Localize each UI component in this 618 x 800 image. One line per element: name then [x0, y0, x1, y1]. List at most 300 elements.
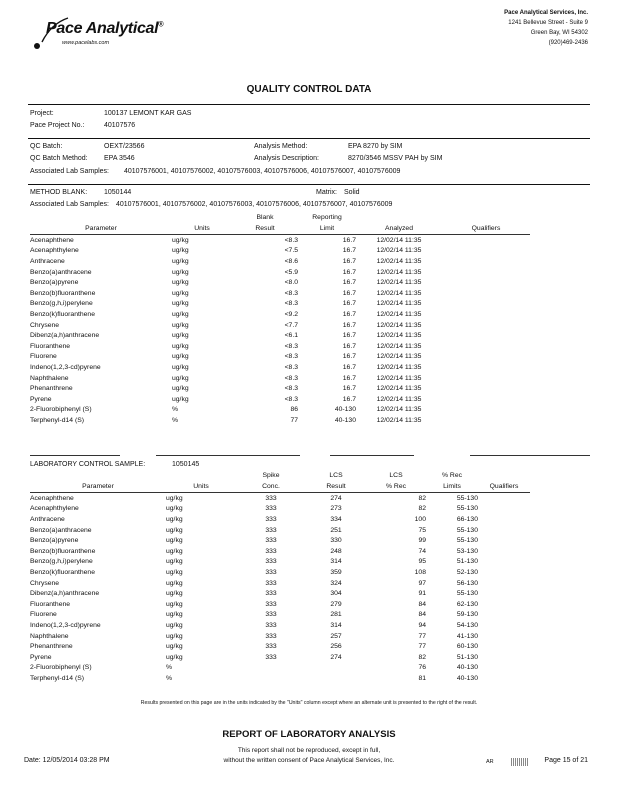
cell-units: ug/kg: [172, 310, 189, 318]
cell-units: ug/kg: [172, 332, 189, 340]
cell-parameter: Benzo(k)fluoranthene: [30, 568, 95, 576]
col-head-limits: Limits: [426, 481, 478, 493]
cell-result: <8.0: [284, 279, 298, 287]
cell-units: ug/kg: [166, 547, 183, 555]
cell-result: <8.3: [284, 236, 298, 244]
qc-batch-value: OEXT/23566: [104, 143, 145, 150]
cell-limits: 60-130: [456, 643, 478, 651]
cell-qualifiers: [442, 415, 530, 426]
col-head-limit: Limit: [298, 223, 356, 235]
col-head-result: Result: [306, 481, 366, 493]
cell-qualifiers: [478, 525, 530, 536]
cell-parameter: Benzo(a)pyrene: [30, 537, 79, 545]
cell-result: <9.2: [284, 310, 298, 318]
reviewer-initials: AR: [486, 759, 494, 765]
table-row: [30, 277, 530, 288]
project-value: 100137 LEMONT KAR GAS: [104, 110, 192, 117]
cell-limit: 16.7: [342, 342, 356, 350]
cell-rec: 94: [418, 621, 426, 629]
cell-units: ug/kg: [166, 611, 183, 619]
cell-parameter: Benzo(a)anthracene: [30, 268, 92, 276]
table-row: [30, 641, 530, 652]
qc-batch-label: QC Batch:: [30, 143, 63, 150]
cell-limit: 16.7: [342, 289, 356, 297]
cell-qualifiers: [478, 673, 530, 684]
cell-analyzed: 12/02/14 11:35: [376, 268, 422, 276]
divider: [28, 184, 590, 185]
cell-conc: 333: [265, 558, 277, 566]
table-row: [30, 267, 530, 278]
cell-qualifiers: [478, 620, 530, 631]
divider: [28, 138, 590, 139]
cell-limit: 16.7: [342, 385, 356, 393]
cell-rec: 81: [418, 674, 426, 682]
cell-units: ug/kg: [166, 515, 183, 523]
matrix-value: Solid: [344, 189, 360, 196]
cell-result: <8.3: [284, 342, 298, 350]
cell-qualifiers: [478, 493, 530, 504]
cell-qualifiers: [478, 599, 530, 610]
cell-qualifiers: [442, 352, 530, 363]
cell-qualifiers: [442, 320, 530, 331]
cell-qualifiers: [478, 546, 530, 557]
cell-analyzed: 12/02/14 11:35: [376, 247, 422, 255]
cell-result: 359: [330, 568, 342, 576]
cell-result: <8.3: [284, 300, 298, 308]
cell-result: <7.5: [284, 247, 298, 255]
cell-units: ug/kg: [166, 600, 183, 608]
cell-parameter: Terphenyl-d14 (S): [30, 674, 85, 682]
cell-qualifiers: [442, 362, 530, 373]
cell-limits: 52-130: [456, 568, 478, 576]
cell-rec: 100: [414, 515, 426, 523]
table-row: [30, 631, 530, 642]
col-head-qualifiers: Qualifiers: [442, 223, 530, 235]
cell-units: ug/kg: [172, 342, 189, 350]
cell-units: %: [166, 664, 173, 672]
table-row: [30, 246, 530, 257]
cell-rec: 75: [418, 526, 426, 534]
cell-conc: 333: [265, 515, 277, 523]
table-row: [30, 405, 530, 416]
table-row: [30, 493, 530, 504]
table-row: [30, 663, 530, 674]
cell-rec: 99: [418, 537, 426, 545]
cell-units: ug/kg: [172, 321, 189, 329]
cell-analyzed: 12/02/14 11:35: [376, 353, 422, 361]
cell-rec: 77: [418, 643, 426, 651]
cell-rec: 84: [418, 600, 426, 608]
page-number: Page 15 of 21: [544, 757, 588, 764]
cell-analyzed: 12/02/14 11:35: [376, 236, 422, 244]
cell-conc: 333: [265, 494, 277, 502]
cell-qualifiers: [442, 405, 530, 416]
cell-conc: 333: [265, 526, 277, 534]
cell-result: 279: [330, 600, 342, 608]
pace-project-value: 40107576: [104, 122, 136, 129]
qc-method-label: QC Batch Method:: [30, 155, 88, 162]
report-date: Date: 12/05/2014 03:28 PM: [24, 757, 110, 764]
cell-parameter: Benzo(b)fluoranthene: [30, 547, 96, 555]
cell-units: ug/kg: [166, 494, 183, 502]
cell-rec: 77: [418, 632, 426, 640]
cell-conc: 333: [265, 632, 277, 640]
cell-parameter: Fluoranthene: [30, 342, 71, 350]
cell-units: %: [166, 674, 173, 682]
cell-units: ug/kg: [166, 537, 183, 545]
cell-limits: 53-130: [456, 547, 478, 555]
cell-limits: 56-130: [456, 579, 478, 587]
cell-limits: 62-130: [456, 600, 478, 608]
cell-result: <5.9: [284, 268, 298, 276]
cell-parameter: Dibenz(a,h)anthracene: [30, 590, 100, 598]
col-head-qualifiers: Qualifiers: [478, 481, 530, 493]
cell-limit: 40-130: [334, 416, 356, 424]
cell-qualifiers: [442, 267, 530, 278]
associated-samples-label: Associated Lab Samples:: [30, 168, 109, 175]
divider: [156, 455, 300, 456]
blank-associated-label: Associated Lab Samples:: [30, 201, 109, 208]
pace-project-label: Pace Project No.:: [30, 122, 85, 129]
table-row: [30, 415, 530, 426]
cell-qualifiers: [478, 578, 530, 589]
col-head-result: Result: [232, 223, 298, 235]
cell-analyzed: 12/02/14 11:35: [376, 257, 422, 265]
cell-limits: 55-130: [456, 494, 478, 502]
table-row: [30, 309, 530, 320]
cell-parameter: Terphenyl-d14 (S): [30, 416, 85, 424]
col-head-analyzed: Analyzed: [356, 223, 442, 235]
cell-parameter: Benzo(b)fluoranthene: [30, 289, 96, 297]
cell-parameter: Naphthalene: [30, 374, 69, 382]
table-row: [30, 557, 530, 568]
cell-conc: 333: [265, 537, 277, 545]
lcs-label: LABORATORY CONTROL SAMPLE:: [30, 461, 146, 468]
company-name: Pace Analytical Services, Inc.: [504, 10, 588, 16]
table-row: [30, 383, 530, 394]
divider: [28, 104, 590, 105]
cell-qualifiers: [478, 535, 530, 546]
cell-analyzed: 12/02/14 11:35: [376, 385, 422, 393]
cell-limits: 59-130: [456, 611, 478, 619]
cell-units: ug/kg: [172, 353, 189, 361]
cell-result: 274: [330, 494, 342, 502]
cell-conc: [236, 673, 306, 684]
col-head-lcs: LCS: [329, 472, 343, 479]
cell-result: <8.3: [284, 353, 298, 361]
cell-parameter: 2-Fluorobiphenyl (S): [30, 406, 92, 414]
cell-result: 248: [330, 547, 342, 555]
table-row: [30, 578, 530, 589]
address-line-1: 1241 Bellevue Street - Suite 9: [508, 20, 588, 26]
cell-result: 324: [330, 579, 342, 587]
cell-parameter: Acenaphthylene: [30, 505, 79, 513]
table-row: [30, 588, 530, 599]
cell-result: 274: [330, 653, 342, 661]
col-head-rec: % Rec: [441, 472, 463, 479]
cell-qualifiers: [478, 504, 530, 515]
cell-parameter: Benzo(g,h,i)perylene: [30, 300, 93, 308]
cell-limit: 16.7: [342, 363, 356, 371]
table-row: [30, 299, 530, 310]
cell-parameter: Benzo(a)pyrene: [30, 279, 79, 287]
cell-parameter: Acenaphthene: [30, 236, 74, 244]
cell-units: ug/kg: [172, 247, 189, 255]
cell-rec: 74: [418, 547, 426, 555]
cell-analyzed: 12/02/14 11:35: [376, 332, 422, 340]
cell-limit: 16.7: [342, 300, 356, 308]
cell-qualifiers: [442, 246, 530, 257]
cell-units: ug/kg: [172, 289, 189, 297]
table-row: [30, 525, 530, 536]
col-head-percent-rec: % Rec: [366, 481, 426, 493]
cell-qualifiers: [442, 373, 530, 384]
cell-result: 281: [330, 611, 342, 619]
cell-parameter: Benzo(g,h,i)perylene: [30, 558, 93, 566]
col-head-reporting: Reporting: [312, 214, 342, 221]
cell-result: 273: [330, 505, 342, 513]
table-row: [30, 610, 530, 621]
associated-samples-value: 40107576001, 40107576002, 40107576003, 40107576006, 40107576007, 40107576009: [124, 168, 401, 175]
table-row: [30, 673, 530, 684]
cell-result: <8.3: [284, 374, 298, 382]
cell-units: ug/kg: [166, 568, 183, 576]
col-head-blank: Blank: [256, 214, 274, 221]
cell-limits: 40-130: [456, 664, 478, 672]
cell-rec: 108: [414, 568, 426, 576]
cell-result: 256: [330, 643, 342, 651]
cell-result: 257: [330, 632, 342, 640]
cell-units: ug/kg: [166, 632, 183, 640]
cell-units: ug/kg: [172, 363, 189, 371]
cell-conc: 333: [265, 590, 277, 598]
cell-rec: 95: [418, 558, 426, 566]
cell-parameter: Benzo(a)anthracene: [30, 526, 92, 534]
cell-conc: 333: [265, 600, 277, 608]
cell-result: 77: [290, 416, 298, 424]
cell-parameter: Dibenz(a,h)anthracene: [30, 332, 100, 340]
analysis-description-label: Analysis Description:: [254, 155, 319, 162]
cell-qualifiers: [478, 567, 530, 578]
cell-units: ug/kg: [172, 374, 189, 382]
cell-qualifiers: [442, 256, 530, 267]
cell-result: <8.3: [284, 363, 298, 371]
cell-units: ug/kg: [166, 653, 183, 661]
cell-analyzed: 12/02/14 11:35: [376, 300, 422, 308]
cell-result: <8.3: [284, 395, 298, 403]
analysis-method-label: Analysis Method:: [254, 143, 308, 150]
cell-limits: 51-130: [456, 558, 478, 566]
cell-rec: 97: [418, 579, 426, 587]
cell-analyzed: 12/02/14 11:35: [376, 321, 422, 329]
report-title: REPORT OF LABORATORY ANALYSIS: [222, 729, 396, 740]
table-row: [30, 256, 530, 267]
col-head-units: Units: [172, 223, 232, 235]
logo-text: Pace Analytical®: [46, 20, 164, 37]
table-row: [30, 352, 530, 363]
table-row: [30, 288, 530, 299]
cell-units: ug/kg: [172, 257, 189, 265]
cell-limits: 55-130: [456, 590, 478, 598]
cell-parameter: Anthracene: [30, 257, 65, 265]
cell-qualifiers: [478, 652, 530, 663]
cell-parameter: Anthracene: [30, 515, 65, 523]
cell-parameter: Phenanthrene: [30, 643, 73, 651]
cell-rec: 91: [418, 590, 426, 598]
cell-result: <8.6: [284, 257, 298, 265]
cell-conc: 333: [265, 621, 277, 629]
table-row: [30, 341, 530, 352]
cell-parameter: Pyrene: [30, 395, 52, 403]
cell-qualifiers: [478, 514, 530, 525]
cell-conc: 333: [265, 505, 277, 513]
cell-qualifiers: [442, 394, 530, 405]
cell-units: ug/kg: [166, 505, 183, 513]
cell-qualifiers: [442, 235, 530, 246]
cell-limit: 16.7: [342, 395, 356, 403]
table-row: [30, 373, 530, 384]
cell-limits: 54-130: [456, 621, 478, 629]
col-head-spike: Spike: [262, 472, 280, 479]
cell-conc: 333: [265, 568, 277, 576]
cell-parameter: Fluorene: [30, 353, 57, 361]
cell-parameter: Chrysene: [30, 579, 60, 587]
table-row: [30, 652, 530, 663]
lcs-id: 1050145: [172, 461, 200, 468]
cell-qualifiers: [442, 299, 530, 310]
cell-units: ug/kg: [166, 643, 183, 651]
cell-units: ug/kg: [166, 590, 183, 598]
cell-limit: 16.7: [342, 374, 356, 382]
page-title: QUALITY CONTROL DATA: [246, 84, 372, 95]
cell-rec: 82: [418, 505, 426, 513]
cell-analyzed: 12/02/14 11:35: [376, 342, 422, 350]
cell-limit: 16.7: [342, 257, 356, 265]
cell-analyzed: 12/02/14 11:35: [376, 279, 422, 287]
cell-conc: 333: [265, 611, 277, 619]
barcode-stamp: [511, 758, 529, 766]
cell-rec: 76: [418, 664, 426, 672]
cell-qualifiers: [478, 557, 530, 568]
cell-limits: 55-130: [456, 505, 478, 513]
cell-units: ug/kg: [172, 385, 189, 393]
cell-analyzed: 12/02/14 11:35: [376, 363, 422, 371]
cell-qualifiers: [442, 277, 530, 288]
cell-result: 330: [330, 537, 342, 545]
cell-qualifiers: [478, 631, 530, 642]
cell-limits: 40-130: [456, 674, 478, 682]
cell-limit: 40-130: [334, 406, 356, 414]
cell-parameter: 2-Fluorobiphenyl (S): [30, 664, 92, 672]
logo-url: www.pacelabs.com: [62, 40, 110, 46]
col-head-parameter: Parameter: [30, 481, 166, 493]
cell-units: ug/kg: [166, 621, 183, 629]
cell-result: 86: [290, 406, 298, 414]
cell-parameter: Fluorene: [30, 611, 57, 619]
cell-analyzed: 12/02/14 11:35: [376, 395, 422, 403]
lcs-table: [30, 470, 530, 684]
cell-result: [306, 663, 366, 674]
method-blank-id: 1050144: [104, 189, 132, 196]
cell-result: <8.3: [284, 289, 298, 297]
cell-parameter: Pyrene: [30, 653, 52, 661]
cell-analyzed: 12/02/14 11:35: [376, 416, 422, 424]
cell-units: ug/kg: [172, 236, 189, 244]
cell-analyzed: 12/02/14 11:35: [376, 374, 422, 382]
cell-conc: 333: [265, 547, 277, 555]
table-row: [30, 504, 530, 515]
cell-qualifiers: [478, 610, 530, 621]
reproduction-line-2: without the written consent of Pace Analytical Services, Inc.: [223, 757, 395, 764]
cell-units: ug/kg: [172, 268, 189, 276]
cell-units: %: [172, 406, 179, 414]
cell-limits: 51-130: [456, 653, 478, 661]
cell-limit: 16.7: [342, 279, 356, 287]
cell-result: <7.7: [284, 321, 298, 329]
project-label: Project:: [30, 110, 54, 117]
cell-result: <6.1: [284, 332, 298, 340]
cell-limit: 16.7: [342, 236, 356, 244]
table-row: [30, 567, 530, 578]
table-row: [30, 620, 530, 631]
table-row: [30, 330, 530, 341]
cell-analyzed: 12/02/14 11:35: [376, 406, 422, 414]
divider: [330, 455, 414, 456]
cell-conc: 333: [265, 643, 277, 651]
cell-limits: 41-130: [456, 632, 478, 640]
col-head-parameter: Parameter: [30, 223, 172, 235]
table-row: [30, 599, 530, 610]
cell-units: ug/kg: [172, 279, 189, 287]
method-blank-label: METHOD BLANK:: [30, 189, 88, 196]
table-row: [30, 394, 530, 405]
col-head-lcs-2: LCS: [389, 472, 403, 479]
cell-parameter: Benzo(k)fluoranthene: [30, 310, 95, 318]
table-row: [30, 535, 530, 546]
cell-units: %: [172, 416, 179, 424]
cell-limits: 66-130: [456, 515, 478, 523]
cell-limit: 16.7: [342, 247, 356, 255]
cell-limit: 16.7: [342, 321, 356, 329]
cell-units: ug/kg: [166, 579, 183, 587]
cell-units: ug/kg: [166, 558, 183, 566]
cell-analyzed: 12/02/14 11:35: [376, 289, 422, 297]
reproduction-line-1: This report shall not be reproduced, except in full,: [237, 747, 381, 754]
cell-units: ug/kg: [172, 395, 189, 403]
divider: [30, 455, 120, 456]
cell-parameter: Chrysene: [30, 321, 60, 329]
units-footnote: Results presented on this page are in the units indicated by the "Units" column except where an alternate unit is presented to the right of the result.: [140, 700, 478, 706]
cell-parameter: Acenaphthene: [30, 494, 74, 502]
cell-result: 334: [330, 515, 342, 523]
cell-result: <8.3: [284, 385, 298, 393]
phone: (920)469-2436: [548, 40, 588, 46]
cell-limit: 16.7: [342, 332, 356, 340]
cell-parameter: Phenanthrene: [30, 385, 73, 393]
analysis-description-value: 8270/3546 MSSV PAH by SIM: [348, 155, 443, 162]
cell-result: 314: [330, 621, 342, 629]
table-row: [30, 235, 530, 246]
cell-parameter: Naphthalene: [30, 632, 69, 640]
cell-rec: 82: [418, 653, 426, 661]
table-row: [30, 546, 530, 557]
address-line-2: Green Bay, WI 54302: [530, 30, 588, 36]
cell-analyzed: 12/02/14 11:35: [376, 310, 422, 318]
cell-rec: 82: [418, 494, 426, 502]
cell-parameter: Indeno(1,2,3-cd)pyrene: [30, 621, 101, 629]
qc-method-value: EPA 3546: [104, 155, 135, 162]
cell-limits: 55-130: [456, 526, 478, 534]
